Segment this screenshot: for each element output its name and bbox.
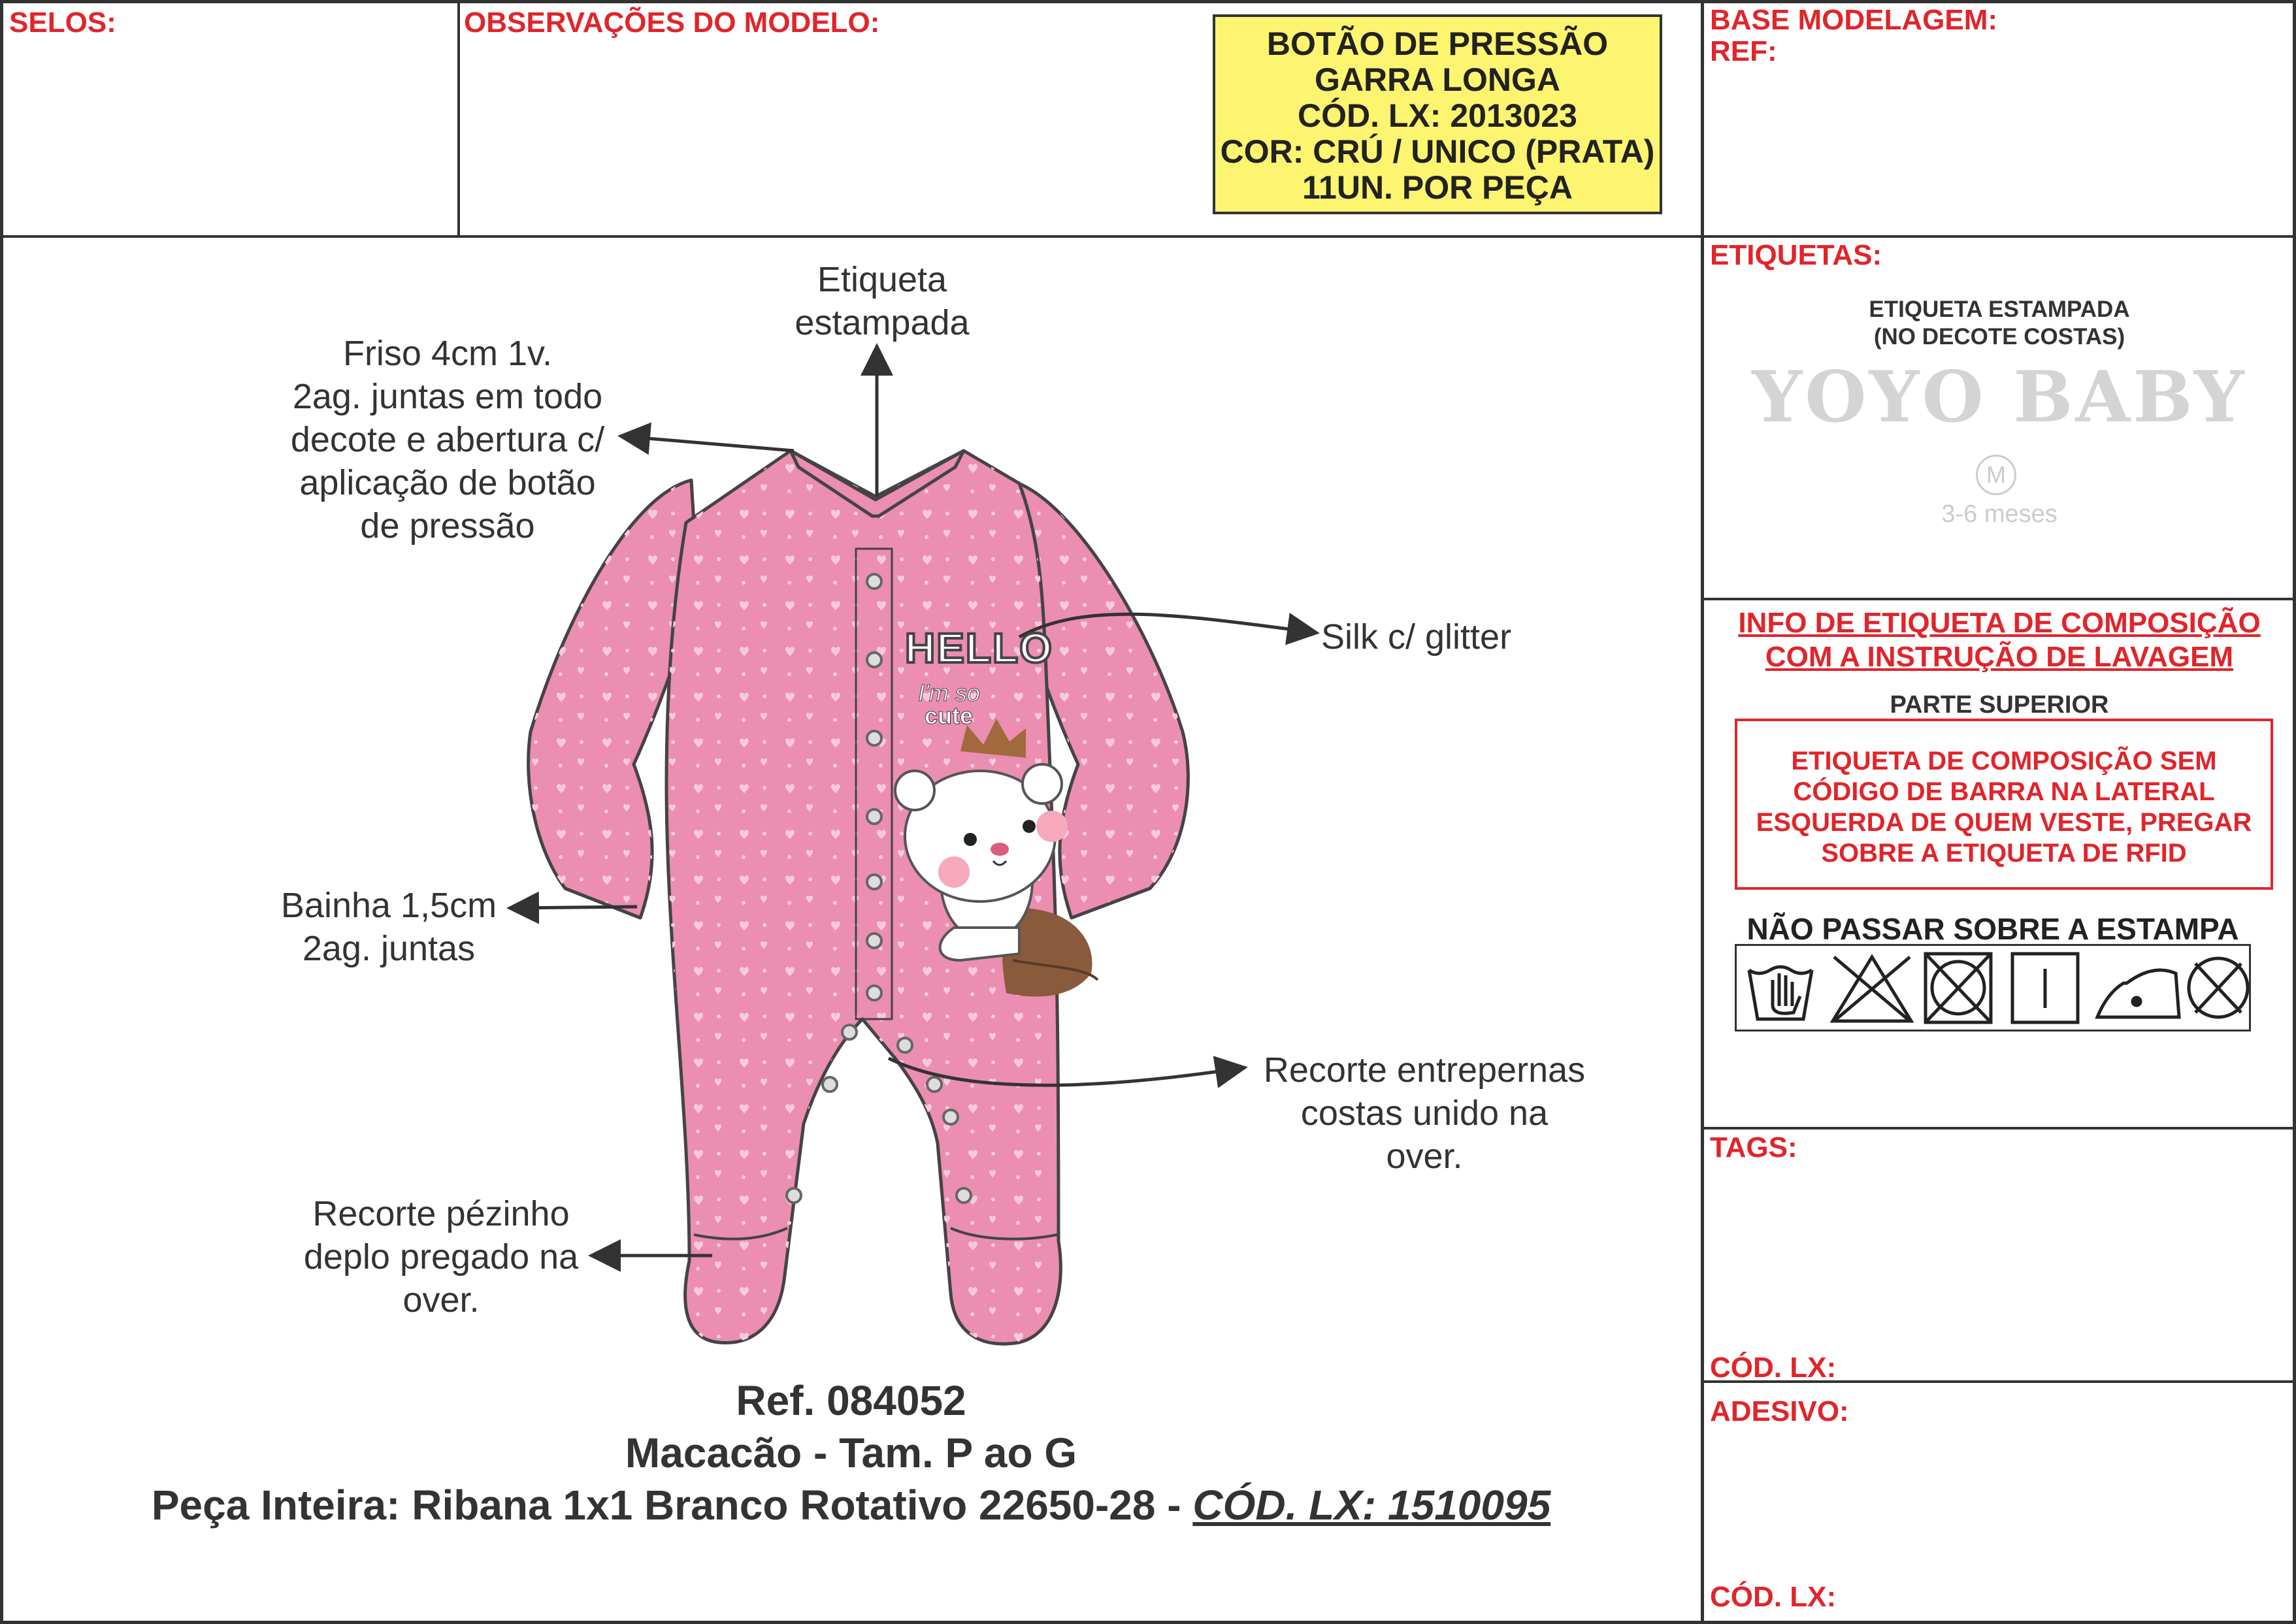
annotation-line: Friso 4cm 1v.: [342, 334, 553, 373]
brand-logo: YOYO BABY: [1752, 356, 2247, 438]
snap-button: [867, 653, 881, 667]
recorte-entrepernas-annotation: [1241, 1048, 1607, 1178]
composicao-box-line: ETIQUETA DE COMPOSIÇÃO SEM: [1791, 747, 2217, 775]
snap-button: [787, 1188, 801, 1203]
snap-button: [898, 1038, 912, 1052]
fabric-description: Peça Inteira: Ribana 1x1 Branco Rotativo 22650-28 -: [151, 1482, 1193, 1529]
etiqueta-title-line: ETIQUETA ESTAMPADA: [1869, 297, 2130, 322]
composicao-box-line: ESQUERDA DE QUEM VESTE, PREGAR: [1756, 808, 2252, 837]
button-info-line: BOTÃO DE PRESSÃO: [1266, 25, 1609, 62]
fabric-code: CÓD. LX: 1510095: [1192, 1482, 1551, 1529]
sidebar-sep-2: [1702, 598, 2296, 600]
composicao-title: [1705, 606, 2293, 674]
product-info: [0, 1374, 1702, 1531]
hand-wash-icon: [1749, 967, 1812, 1019]
snap-button: [867, 875, 881, 889]
recorte-pezinho-annotation: [274, 1192, 608, 1322]
button-info-line: 11UN. POR PEÇA: [1302, 169, 1573, 206]
snap-button: [867, 809, 881, 824]
nao-passar-text: NÃO PASSAR SOBRE A ESTAMPA: [1747, 912, 2239, 946]
annotation-line: de pressão: [360, 506, 535, 545]
tags-label: TAGS:: [1710, 1131, 1797, 1163]
friso-arrow: [624, 436, 794, 451]
etiquetas-label: ETIQUETAS:: [1710, 239, 1882, 271]
annotation-line: decote e abertura c/: [290, 420, 605, 459]
snap-button: [823, 1077, 837, 1092]
annotation-line: 2ag. juntas: [302, 929, 476, 968]
composicao-box: [1735, 719, 2273, 890]
annotation-line: Recorte pézinho: [312, 1194, 570, 1233]
composicao-box-line: CÓDIGO DE BARRA NA LATERAL: [1793, 777, 2215, 806]
composicao-title-line: COM A INSTRUÇÃO DE LAVAGEM: [1765, 641, 2234, 673]
snap-button: [867, 934, 881, 948]
friso-annotation: [248, 332, 647, 547]
fabric-line: [0, 1479, 1702, 1531]
annotation-line: 2ag. juntas em todo: [292, 377, 603, 416]
etiqueta-title-line: (NO DECOTE COSTAS): [1873, 324, 2125, 349]
snap-button: [943, 1110, 958, 1124]
ref-label: REF:: [1710, 35, 1777, 67]
snap-button: [867, 986, 881, 1000]
snap-button: [957, 1188, 971, 1203]
annotation-line: costas unido na: [1300, 1094, 1549, 1133]
bainha-annotation: [261, 884, 516, 970]
adesivo-label: ADESIVO:: [1710, 1395, 1849, 1427]
annotation-line: over.: [1386, 1137, 1463, 1176]
annotation-line: Recorte entrepernas: [1263, 1050, 1586, 1090]
composicao-box-line: SOBRE A ETIQUETA DE RFID: [1821, 839, 2187, 868]
annotation-line: aplicação de botão: [299, 463, 596, 502]
observacoes-label: OBSERVAÇÕES DO MODELO:: [464, 7, 880, 39]
annotation-line: estampada: [795, 303, 970, 342]
care-symbols-row: [1735, 944, 2251, 1031]
tags-cod-lx: CÓD. LX:: [1710, 1352, 1837, 1384]
base-modelagem-label: BASE MODELAGEM:: [1710, 4, 1997, 36]
etiqueta-title: [1705, 296, 2293, 351]
no-tumble-dry-icon: [1926, 954, 1991, 1022]
no-dry-clean-icon: [2189, 958, 2248, 1017]
print-cute: cute: [925, 702, 974, 729]
silk-annotation: Silk c/ glitter: [1321, 617, 1512, 657]
no-bleach-icon: [1833, 957, 1911, 1021]
adesivo-cod-lx: CÓD. LX:: [1710, 1581, 1837, 1613]
etiqueta-annotation: [751, 258, 1013, 344]
annotation-line: Bainha 1,5cm: [280, 886, 497, 925]
snap-button: [927, 1077, 942, 1092]
annotation-line: deplo pregado na: [303, 1237, 579, 1276]
ref-line: Ref. 084052: [736, 1377, 966, 1424]
button-info-line: CÓD. LX: 2013023: [1298, 97, 1577, 134]
size-badge: [1976, 455, 2016, 495]
composicao-title-line: INFO DE ETIQUETA DE COMPOSIÇÃO: [1738, 607, 2261, 639]
annotation-line: over.: [402, 1280, 480, 1320]
annotation-line: Etiqueta: [817, 260, 947, 299]
iron-low-icon: [2097, 970, 2179, 1017]
bainha-arrow: [513, 907, 637, 908]
sidebar-sep-3: [1702, 1127, 2296, 1129]
size-letter: M: [1986, 461, 2006, 488]
snap-button: [867, 731, 881, 745]
line-dry-icon: [2012, 954, 2078, 1022]
button-info-line: GARRA LONGA: [1315, 61, 1560, 98]
size-age: 3-6 meses: [1941, 500, 2058, 528]
print-hello: HELLO: [905, 625, 1053, 672]
button-info-line: COR: CRÚ / UNICO (PRATA): [1220, 133, 1655, 170]
snap-button: [867, 574, 881, 589]
snap-button: [842, 1025, 857, 1039]
selos-label: SELOS:: [9, 7, 116, 39]
parte-superior: PARTE SUPERIOR: [1890, 691, 2109, 719]
print-im-so: I'm so: [918, 679, 980, 706]
sidebar-sep-1: [1702, 235, 2296, 238]
name-line: Macacão - Tam. P ao G: [625, 1429, 1077, 1476]
